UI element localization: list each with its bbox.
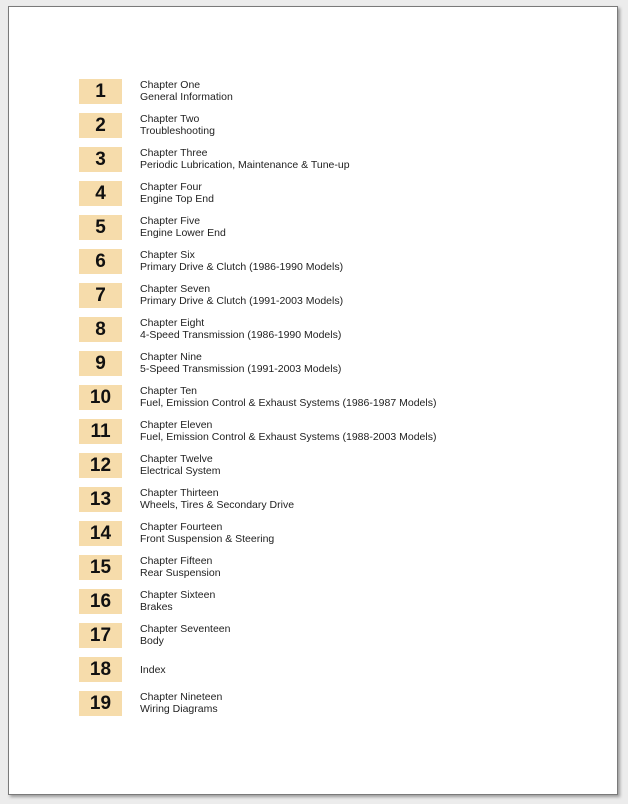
toc-entry-3[interactable]: [79, 144, 599, 178]
chapter-label: Chapter Twelve: [140, 453, 213, 465]
chapter-title: Primary Drive & Clutch (1991-2003 Models): [140, 295, 344, 307]
toc-entry-18[interactable]: [79, 654, 599, 688]
chapter-title: Front Suspension & Steering: [140, 533, 275, 545]
toc-entry-5[interactable]: [79, 212, 599, 246]
chapter-number-tab[interactable]: 17: [79, 623, 122, 648]
chapter-number-tab[interactable]: 18: [79, 657, 122, 682]
chapter-title: Periodic Lubrication, Maintenance & Tune-up: [140, 159, 350, 171]
chapter-number-tab[interactable]: 11: [79, 419, 122, 444]
chapter-title: Wheels, Tires & Secondary Drive: [140, 499, 295, 511]
toc-entry-10[interactable]: [79, 382, 599, 416]
toc-entry-9[interactable]: [79, 348, 599, 382]
chapter-number-tab[interactable]: 1: [79, 79, 122, 104]
toc-entry-17[interactable]: [79, 620, 599, 654]
table-of-contents: [79, 76, 599, 722]
chapter-label: Chapter Fourteen: [140, 521, 223, 533]
chapter-label: Chapter Thirteen: [140, 487, 219, 499]
chapter-number-tab[interactable]: 15: [79, 555, 122, 580]
chapter-number-tab[interactable]: 12: [79, 453, 122, 478]
chapter-title: Index: [140, 664, 166, 676]
chapter-label: Chapter Eleven: [140, 419, 213, 431]
document-page: [8, 6, 618, 795]
chapter-title: Fuel, Emission Control & Exhaust Systems (1988-2003 Models): [140, 431, 437, 443]
toc-entry-13[interactable]: [79, 484, 599, 518]
toc-entry-15[interactable]: [79, 552, 599, 586]
chapter-title: Engine Top End: [140, 193, 214, 205]
chapter-label: Chapter Three: [140, 147, 208, 159]
chapter-label: Chapter Six: [140, 249, 195, 261]
chapter-title: Engine Lower End: [140, 227, 226, 239]
chapter-label: Chapter Ten: [140, 385, 198, 397]
chapter-number-tab[interactable]: 8: [79, 317, 122, 342]
chapter-number-tab[interactable]: 13: [79, 487, 122, 512]
chapter-number-tab[interactable]: 14: [79, 521, 122, 546]
chapter-title: Wiring Diagrams: [140, 703, 218, 715]
chapter-title: Electrical System: [140, 465, 221, 477]
chapter-label: Chapter Five: [140, 215, 201, 227]
chapter-number-tab[interactable]: 3: [79, 147, 122, 172]
chapter-label: Chapter Nine: [140, 351, 202, 363]
chapter-number-tab[interactable]: 16: [79, 589, 122, 614]
chapter-label: Chapter Eight: [140, 317, 205, 329]
chapter-title: Troubleshooting: [140, 125, 215, 137]
toc-entry-11[interactable]: [79, 416, 599, 450]
chapter-title: Body: [140, 635, 164, 647]
chapter-title: 4-Speed Transmission (1986-1990 Models): [140, 329, 342, 341]
toc-entry-19[interactable]: [79, 688, 599, 722]
chapter-number-tab[interactable]: 2: [79, 113, 122, 138]
chapter-title: Primary Drive & Clutch (1986-1990 Models): [140, 261, 344, 273]
chapter-title: 5-Speed Transmission (1991-2003 Models): [140, 363, 342, 375]
chapter-title: Brakes: [140, 601, 173, 613]
chapter-number-tab[interactable]: 4: [79, 181, 122, 206]
chapter-number-tab[interactable]: 10: [79, 385, 122, 410]
chapter-label: Chapter Sixteen: [140, 589, 216, 601]
toc-entry-7[interactable]: [79, 280, 599, 314]
chapter-title: Rear Suspension: [140, 567, 221, 579]
chapter-number-tab[interactable]: 7: [79, 283, 122, 308]
chapter-label: Chapter Nineteen: [140, 691, 223, 703]
chapter-label: Chapter Fifteen: [140, 555, 213, 567]
toc-entry-8[interactable]: [79, 314, 599, 348]
chapter-label: Chapter Four: [140, 181, 202, 193]
chapter-number-tab[interactable]: 19: [79, 691, 122, 716]
chapter-label: Chapter Seven: [140, 283, 211, 295]
chapter-label: Chapter Seventeen: [140, 623, 231, 635]
toc-entry-16[interactable]: [79, 586, 599, 620]
chapter-label: Chapter One: [140, 79, 201, 91]
toc-entry-2[interactable]: [79, 110, 599, 144]
toc-entry-14[interactable]: [79, 518, 599, 552]
toc-entry-12[interactable]: [79, 450, 599, 484]
toc-entry-1[interactable]: [79, 76, 599, 110]
chapter-number-tab[interactable]: 5: [79, 215, 122, 240]
toc-entry-6[interactable]: [79, 246, 599, 280]
toc-entry-4[interactable]: [79, 178, 599, 212]
chapter-title: Fuel, Emission Control & Exhaust Systems (1986-1987 Models): [140, 397, 437, 409]
chapter-number-tab[interactable]: 6: [79, 249, 122, 274]
chapter-title: General Information: [140, 91, 233, 103]
chapter-label: Chapter Two: [140, 113, 200, 125]
chapter-number-tab[interactable]: 9: [79, 351, 122, 376]
